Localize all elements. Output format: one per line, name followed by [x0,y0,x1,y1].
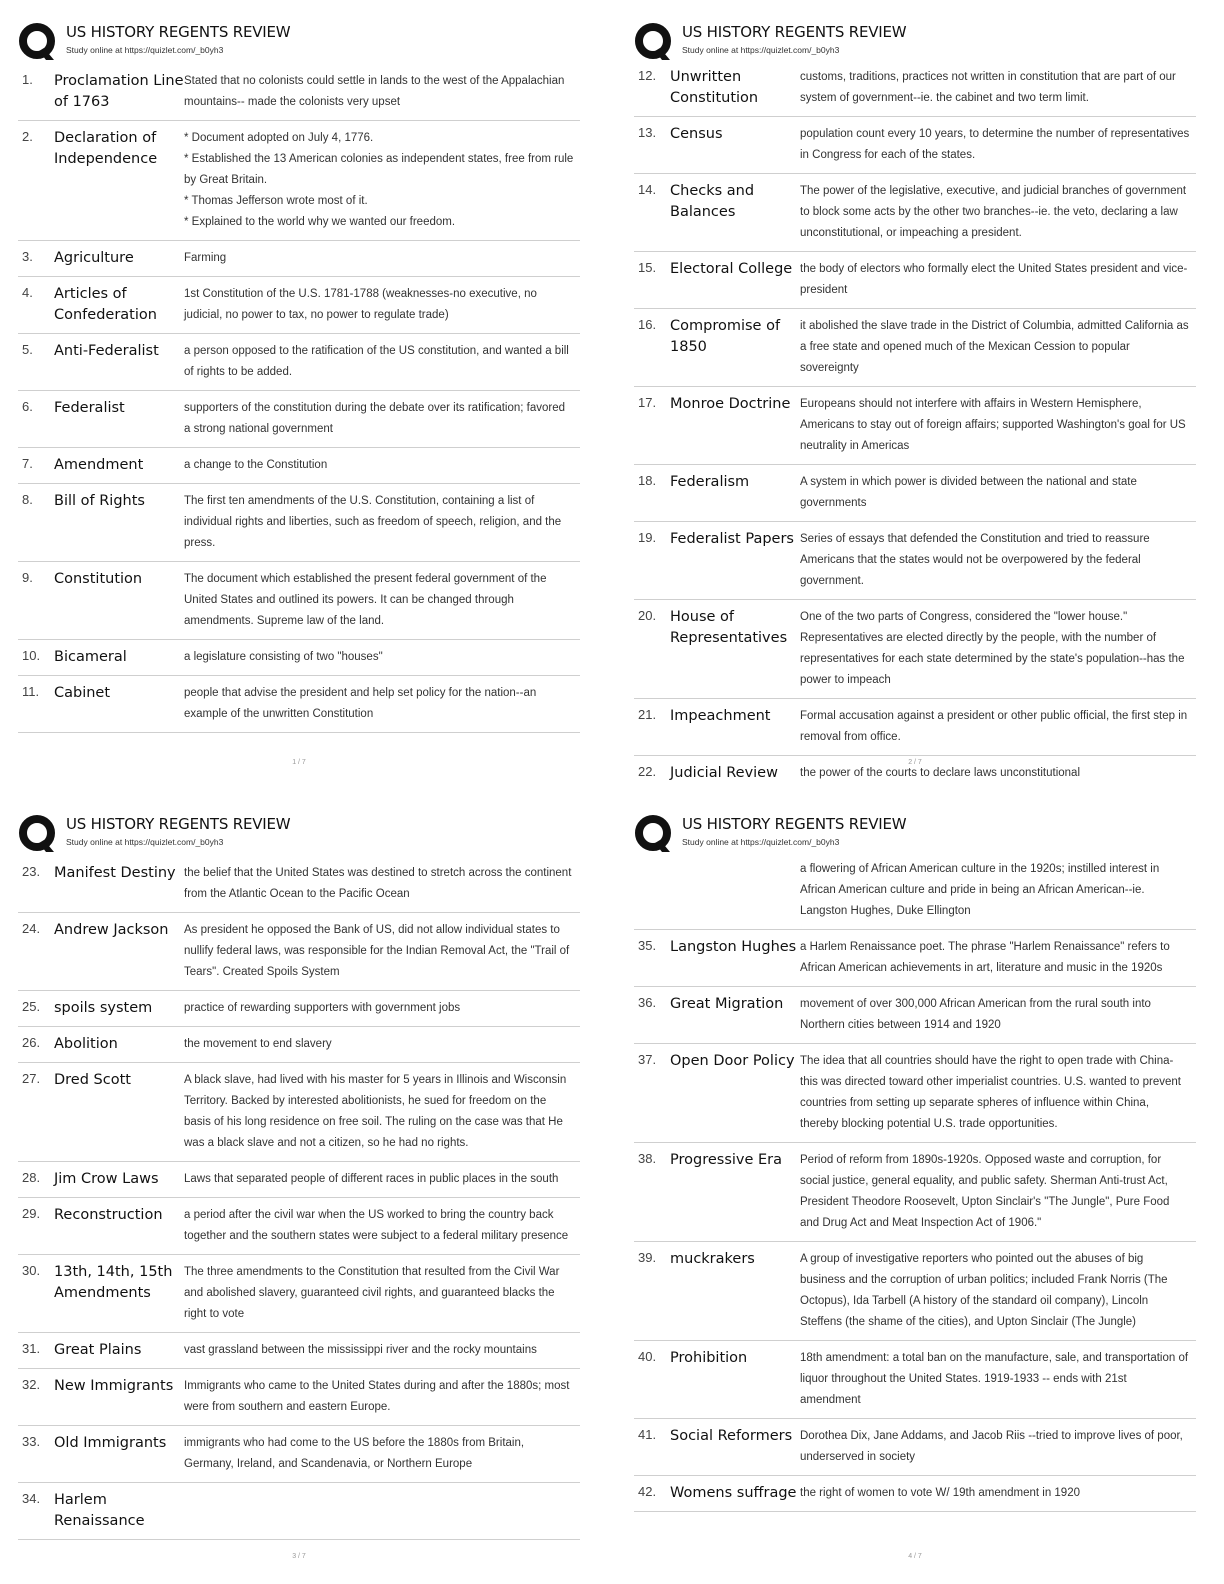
term-definition [184,1340,580,1361]
term-number: 42. [638,1484,657,1499]
page-number: 2 / 7 [908,759,922,766]
definition-line: movement of over 300,000 African American from the rural south into Northern cities between 1914 and 1920 [800,998,1151,1031]
term-row [634,174,1196,252]
term-row [18,1198,580,1255]
doc-title: US HISTORY REGENTS REVIEW [66,23,291,41]
definition-line: Formal accusation against a president or other public official, the first step in removal from office. [800,710,1188,743]
term-number: 21. [638,707,657,722]
term-row [634,1419,1196,1476]
term-definition [800,394,1196,457]
term-row [18,562,580,640]
quizlet-logo-icon [634,22,674,62]
term-definition [184,1262,580,1325]
term-row [634,1143,1196,1242]
term-definition [184,1070,580,1154]
term-number: 29. [22,1206,41,1221]
term-row [18,1369,580,1426]
definition-line: * Thomas Jefferson wrote most of it. [184,195,368,207]
definition-line: the body of electors who formally elect the United States president and vice-president [800,263,1188,296]
term-name: Jim Crow Laws [54,1171,159,1187]
definition-line: A black slave, had lived with his master for 5 years in Illinois and Wisconsin Territory. Backed by interested abolitionists, he sued for freedom on the basis of his long residence on free soil. The ruling on the case was that He was a black slave and not a citizen, so he had no rights. [184,1074,567,1149]
term-row [634,252,1196,309]
term-name: Old Immigrants [54,1435,167,1451]
page-number: 4 / 7 [908,1553,922,1560]
term-row [18,676,580,733]
page-number: 1 / 7 [292,759,306,766]
term-definition [184,863,580,905]
definition-line: Period of reform from 1890s-1920s. Opposed waste and corruption, for social justice, general equality, and public safety. Sherman Anti-trust Act, President Theodore Roosevelt, Upton Sinclair's "The Jungle", Pure Food and Drug Act and Meat Inspection Act of 1906." [800,1154,1170,1229]
term-number: 13. [638,125,657,140]
page-1 [18,18,580,780]
term-number: 41. [638,1427,657,1442]
definition-line: Stated that no colonists could settle in lands to the west of the Appalachian mountains-- made the colonists very upset [184,75,565,108]
term-number [634,859,670,922]
definition-line: 18th amendment: a total ban on the manufacture, sale, and transportation of liquor throughout the United States. 1919-1933 -- ends with 21st amendment [800,1352,1189,1406]
term-row [634,1341,1196,1419]
term-definition [184,455,580,476]
term-name: Prohibition [670,1350,748,1366]
definition-line: customs, traditions, practices not written in constitution that are part of our system of government--ie. the cabinet and two term limit. [800,71,1176,104]
term-number: 23. [22,864,41,879]
term-row [634,852,1196,930]
term-row [18,334,580,391]
doc-subtitle: Study online at https://quizlet.com/_b0yh3 [682,45,840,55]
term-name: Constitution [54,571,143,587]
term-number: 2. [22,129,33,144]
definition-line: vast grassland between the mississippi river and the rocky mountains [184,1344,537,1356]
term-name: Federalist Papers [670,531,794,547]
term-row [18,1426,580,1483]
term-name: Langston Hughes [670,939,797,955]
term-definition [184,920,580,983]
term-definition [184,284,580,326]
quizlet-logo-icon [634,814,674,854]
term-row [634,930,1196,987]
term-name: Reconstruction [54,1207,163,1223]
term-definition [184,341,580,383]
term-name: Federalist [54,400,125,416]
term-name: House of Representatives [670,609,788,646]
term-name: Checks and Balances [670,183,755,220]
definition-line: The document which established the present federal government of the United States and outlined its powers. It can be changed through amendments. Supreme law of the land. [184,573,547,627]
definition-line: a person opposed to the ratification of the US constitution, and wanted a bill of rights to be added. [184,345,569,378]
term-definition [184,1169,580,1190]
term-number: 34. [22,1491,41,1506]
term-number: 16. [638,317,657,332]
term-number: 12. [638,68,657,83]
definition-line: Dorothea Dix, Jane Addams, and Jacob Riis --tried to improve lives of poor, underserved in society [800,1430,1183,1463]
definition-line: A group of investigative reporters who pointed out the abuses of big business and the corruption of urban politics; included Frank Norris (The Octopus), Ida Tarbell (A history of the standard oil company), Lincoln Steffens (the shame of the cities), and Upton Sinclair (The Jungle) [800,1253,1168,1328]
definition-line: One of the two parts of Congress, considered the "lower house." Representatives are elected directly by the people, with the number of representatives for each state determined by the state's population--has the power to impeach [800,611,1185,686]
term-definition [800,181,1196,244]
quizlet-logo-icon [18,814,58,854]
term-definition [800,994,1196,1036]
term-number: 36. [638,995,657,1010]
term-row [634,465,1196,522]
definition-line: it abolished the slave trade in the District of Columbia, admitted California as a free state and opened much of the Mexican Cession to popular sovereignty [800,320,1189,374]
term-row [634,387,1196,465]
term-row [18,1063,580,1162]
term-name: Unwritten Constitution [670,69,759,106]
term-name: Bill of Rights [54,493,145,509]
term-number: 27. [22,1071,41,1086]
term-row [18,484,580,562]
term-definition [184,71,580,113]
term-definition [800,706,1196,748]
term-number: 33. [22,1434,41,1449]
term-name: 13th, 14th, 15th Amendments [54,1264,173,1301]
term-name: Agriculture [54,250,134,266]
term-definition [184,647,580,668]
term-row [634,987,1196,1044]
definition-line: Farming [184,252,227,264]
definition-line: practice of rewarding supporters with government jobs [184,1002,461,1014]
term-definition [184,569,580,632]
term-number: 32. [22,1377,41,1392]
term-definition [184,998,580,1019]
term-row [18,121,580,241]
term-definition [800,529,1196,592]
term-number: 24. [22,921,41,936]
definition-line: Series of essays that defended the Constitution and tried to reassure Americans that the states would not be overpowered by the federal government. [800,533,1150,587]
term-name: Federalism [670,474,750,490]
definition-line: 1st Constitution of the U.S. 1781-1788 (weaknesses-no executive, no judicial, no power to tax, no power to regulate trade) [184,288,537,321]
term-name: Social Reformers [670,1428,793,1444]
term-name: spoils system [54,1000,153,1016]
term-definition [184,1490,580,1532]
term-row [18,1483,580,1540]
term-name: Compromise of 1850 [670,318,781,355]
page-header [634,810,1196,854]
definition-line: supporters of the constitution during the debate over its ratification; favored a strong national government [184,402,565,435]
term-definition [800,259,1196,301]
term-definition [800,1348,1196,1411]
page-2 [634,18,1196,780]
term-number: 1. [22,72,33,87]
term-number: 17. [638,395,657,410]
term-row [18,856,580,913]
term-name: Proclamation Line of 1763 [54,73,184,110]
term-row [18,913,580,991]
page-header [18,810,580,854]
term-name: Cabinet [54,685,111,701]
term-definition [184,1205,580,1247]
term-number: 26. [22,1035,41,1050]
term-row [634,699,1196,756]
page-header [634,18,1196,62]
term-name: Bicameral [54,649,127,665]
term-name: Declaration of Independence [54,130,158,167]
term-number: 6. [22,399,33,414]
term-name: Abolition [54,1036,118,1052]
term-name: Articles of Confederation [54,286,157,323]
term-name: Anti-Federalist [54,343,159,359]
definition-line: population count every 10 years, to determine the number of representatives in Congress for each of the states. [800,128,1190,161]
definition-line: the power of the courts to declare laws unconstitutional [800,767,1080,779]
term-number: 9. [22,570,33,585]
term-number: 8. [22,492,33,507]
term-definition [184,1034,580,1055]
term-name: Judicial Review [670,765,778,780]
definition-line: * Established the 13 American colonies as independent states, free from rule by Great Britain. [184,153,574,186]
term-row [634,522,1196,600]
doc-title: US HISTORY REGENTS REVIEW [66,815,291,833]
term-name: New Immigrants [54,1378,174,1394]
term-row [18,64,580,121]
term-number: 11. [22,684,40,699]
term-definition [800,859,1196,922]
term-name: Amendment [54,457,144,473]
term-definition [800,67,1196,109]
term-number: 3. [22,249,33,264]
definition-line: The first ten amendments of the U.S. Constitution, containing a list of individual rights and liberties, such as freedom of speech, religion, and the press. [184,495,562,549]
doc-title: US HISTORY REGENTS REVIEW [682,23,907,41]
term-row [18,448,580,484]
term-number: 30. [22,1263,41,1278]
term-list [18,856,580,1540]
term-row [18,1333,580,1369]
term-name: Womens suffrage [670,1485,797,1501]
term-definition [800,1051,1196,1135]
definition-line: a legislature consisting of two "houses" [184,651,383,663]
term-row [18,391,580,448]
doc-subtitle: Study online at https://quizlet.com/_b0yh3 [66,837,224,847]
definition-line: people that advise the president and help set policy for the nation--an example of the unwritten Constitution [184,687,537,720]
page-4 [634,810,1196,1572]
term-row [18,991,580,1027]
term-number: 20. [638,608,657,623]
term-row [18,1255,580,1333]
term-number: 14. [638,182,657,197]
definition-line: the right of women to vote W/ 19th amendment in 1920 [800,1487,1080,1499]
term-definition [184,398,580,440]
definition-line: Europeans should not interfere with affairs in Western Hemisphere, Americans to stay out of foreign affairs; supported Washington's goal for US neutrality in Americas [800,398,1186,452]
term-number: 7. [22,456,33,471]
term-number: 18. [638,473,657,488]
term-name: Open Door Policy [670,1053,795,1069]
definition-line: As president he opposed the Bank of US, did not allow individual states to nullify federal laws, was responsible for the Indian Removal Act, the "Trail of Tears". Created Spoils System [184,924,570,978]
definition-line: The power of the legislative, executive, and judicial branches of government to block some acts by the other two branches--ie. the veto, declaring a law unconstitutional, or impeaching a president. [800,185,1187,239]
term-row [18,1027,580,1063]
doc-subtitle: Study online at https://quizlet.com/_b0yh3 [66,45,224,55]
definition-line: * Document adopted on July 4, 1776. [184,132,374,144]
term-definition [184,1376,580,1418]
doc-title: US HISTORY REGENTS REVIEW [682,815,907,833]
term-number: 40. [638,1349,657,1364]
definition-line: A system in which power is divided between the national and state governments [800,476,1137,509]
term-number: 35. [638,938,657,953]
definition-line: the movement to end slavery [184,1038,332,1050]
term-number: 37. [638,1052,657,1067]
term-number: 22. [638,764,657,779]
definition-line: the belief that the United States was destined to stretch across the continent from the Atlantic Ocean to the Pacific Ocean [184,867,572,900]
term-list [18,64,580,733]
term-name: Harlem Renaissance [54,1492,145,1529]
term-row [18,241,580,277]
term-number: 10. [22,648,41,663]
term-definition [800,607,1196,691]
term-number: 39. [638,1250,657,1265]
term-name: Monroe Doctrine [670,396,791,412]
term-name [670,859,800,922]
definition-line: The three amendments to the Constitution that resulted from the Civil War and abolished slavery, guaranteed civil rights, and guaranteed blacks the right to vote [184,1266,560,1320]
term-number: 25. [22,999,41,1014]
term-name: Great Plains [54,1342,142,1358]
term-number: 15. [638,260,657,275]
definition-line: Immigrants who came to the United States during and after the 1880s; most were from southern and eastern Europe. [184,1380,570,1413]
term-definition [184,1433,580,1475]
term-number: 31. [22,1341,41,1356]
term-name: Dred Scott [54,1072,131,1088]
term-definition [800,472,1196,514]
term-definition [184,491,580,554]
page-number: 3 / 7 [292,1553,306,1560]
term-definition [184,683,580,725]
term-number: 38. [638,1151,657,1166]
term-name: Electoral College [670,261,793,277]
term-number: 19. [638,530,657,545]
term-list [634,60,1196,780]
page-header [18,18,580,62]
term-definition [800,1426,1196,1468]
term-name: muckrakers [670,1251,755,1267]
term-row [634,1044,1196,1143]
term-definition [800,1150,1196,1234]
term-definition [184,248,580,269]
term-number: 28. [22,1170,41,1185]
term-list [634,852,1196,1512]
term-row [634,1476,1196,1512]
definition-line: Laws that separated people of different races in public places in the south [184,1173,559,1185]
definition-line: a period after the civil war when the US worked to bring the country back together and the southern states were subject to a federal military presence [184,1209,569,1242]
term-name: Manifest Destiny [54,865,176,881]
term-definition [800,937,1196,979]
definition-line: The idea that all countries should have the right to open trade with China-this was directed toward other imperialist countries. U.S. wanted to prevent countries from setting up separate spheres of influence within China, thereby blocking potential U.S. trade opportunities. [800,1055,1181,1130]
term-definition [800,316,1196,379]
term-definition [184,128,580,233]
term-row [634,309,1196,387]
term-row [18,277,580,334]
term-row [634,1242,1196,1341]
definition-line: a Harlem Renaissance poet. The phrase "Harlem Renaissance" refers to African American achievements in art, literature and music in the 1920s [800,941,1170,974]
term-name: Great Migration [670,996,784,1012]
term-row [18,1162,580,1198]
term-row [634,60,1196,117]
term-name: Census [670,126,723,142]
term-number: 5. [22,342,33,357]
doc-subtitle: Study online at https://quizlet.com/_b0yh3 [682,837,840,847]
term-name: Andrew Jackson [54,922,169,938]
term-row [18,640,580,676]
definition-line: immigrants who had come to the US before the 1880s from Britain, Germany, Ireland, and Scandenavia, or Northern Europe [184,1437,525,1470]
definition-line: a change to the Constitution [184,459,328,471]
term-definition [800,124,1196,166]
term-definition [800,1483,1196,1504]
term-row [634,117,1196,174]
term-row [634,600,1196,699]
term-number: 4. [22,285,33,300]
term-name: Impeachment [670,708,771,724]
definition-line: * Explained to the world why we wanted our freedom. [184,216,456,228]
term-name: Progressive Era [670,1152,783,1168]
quizlet-logo-icon [18,22,58,62]
definition-line: a flowering of African American culture in the 1920s; instilled interest in African American culture and pride in being an African American--ie. Langston Hughes, Duke Ellington [800,863,1160,917]
page-3 [18,810,580,1572]
term-definition [800,1249,1196,1333]
